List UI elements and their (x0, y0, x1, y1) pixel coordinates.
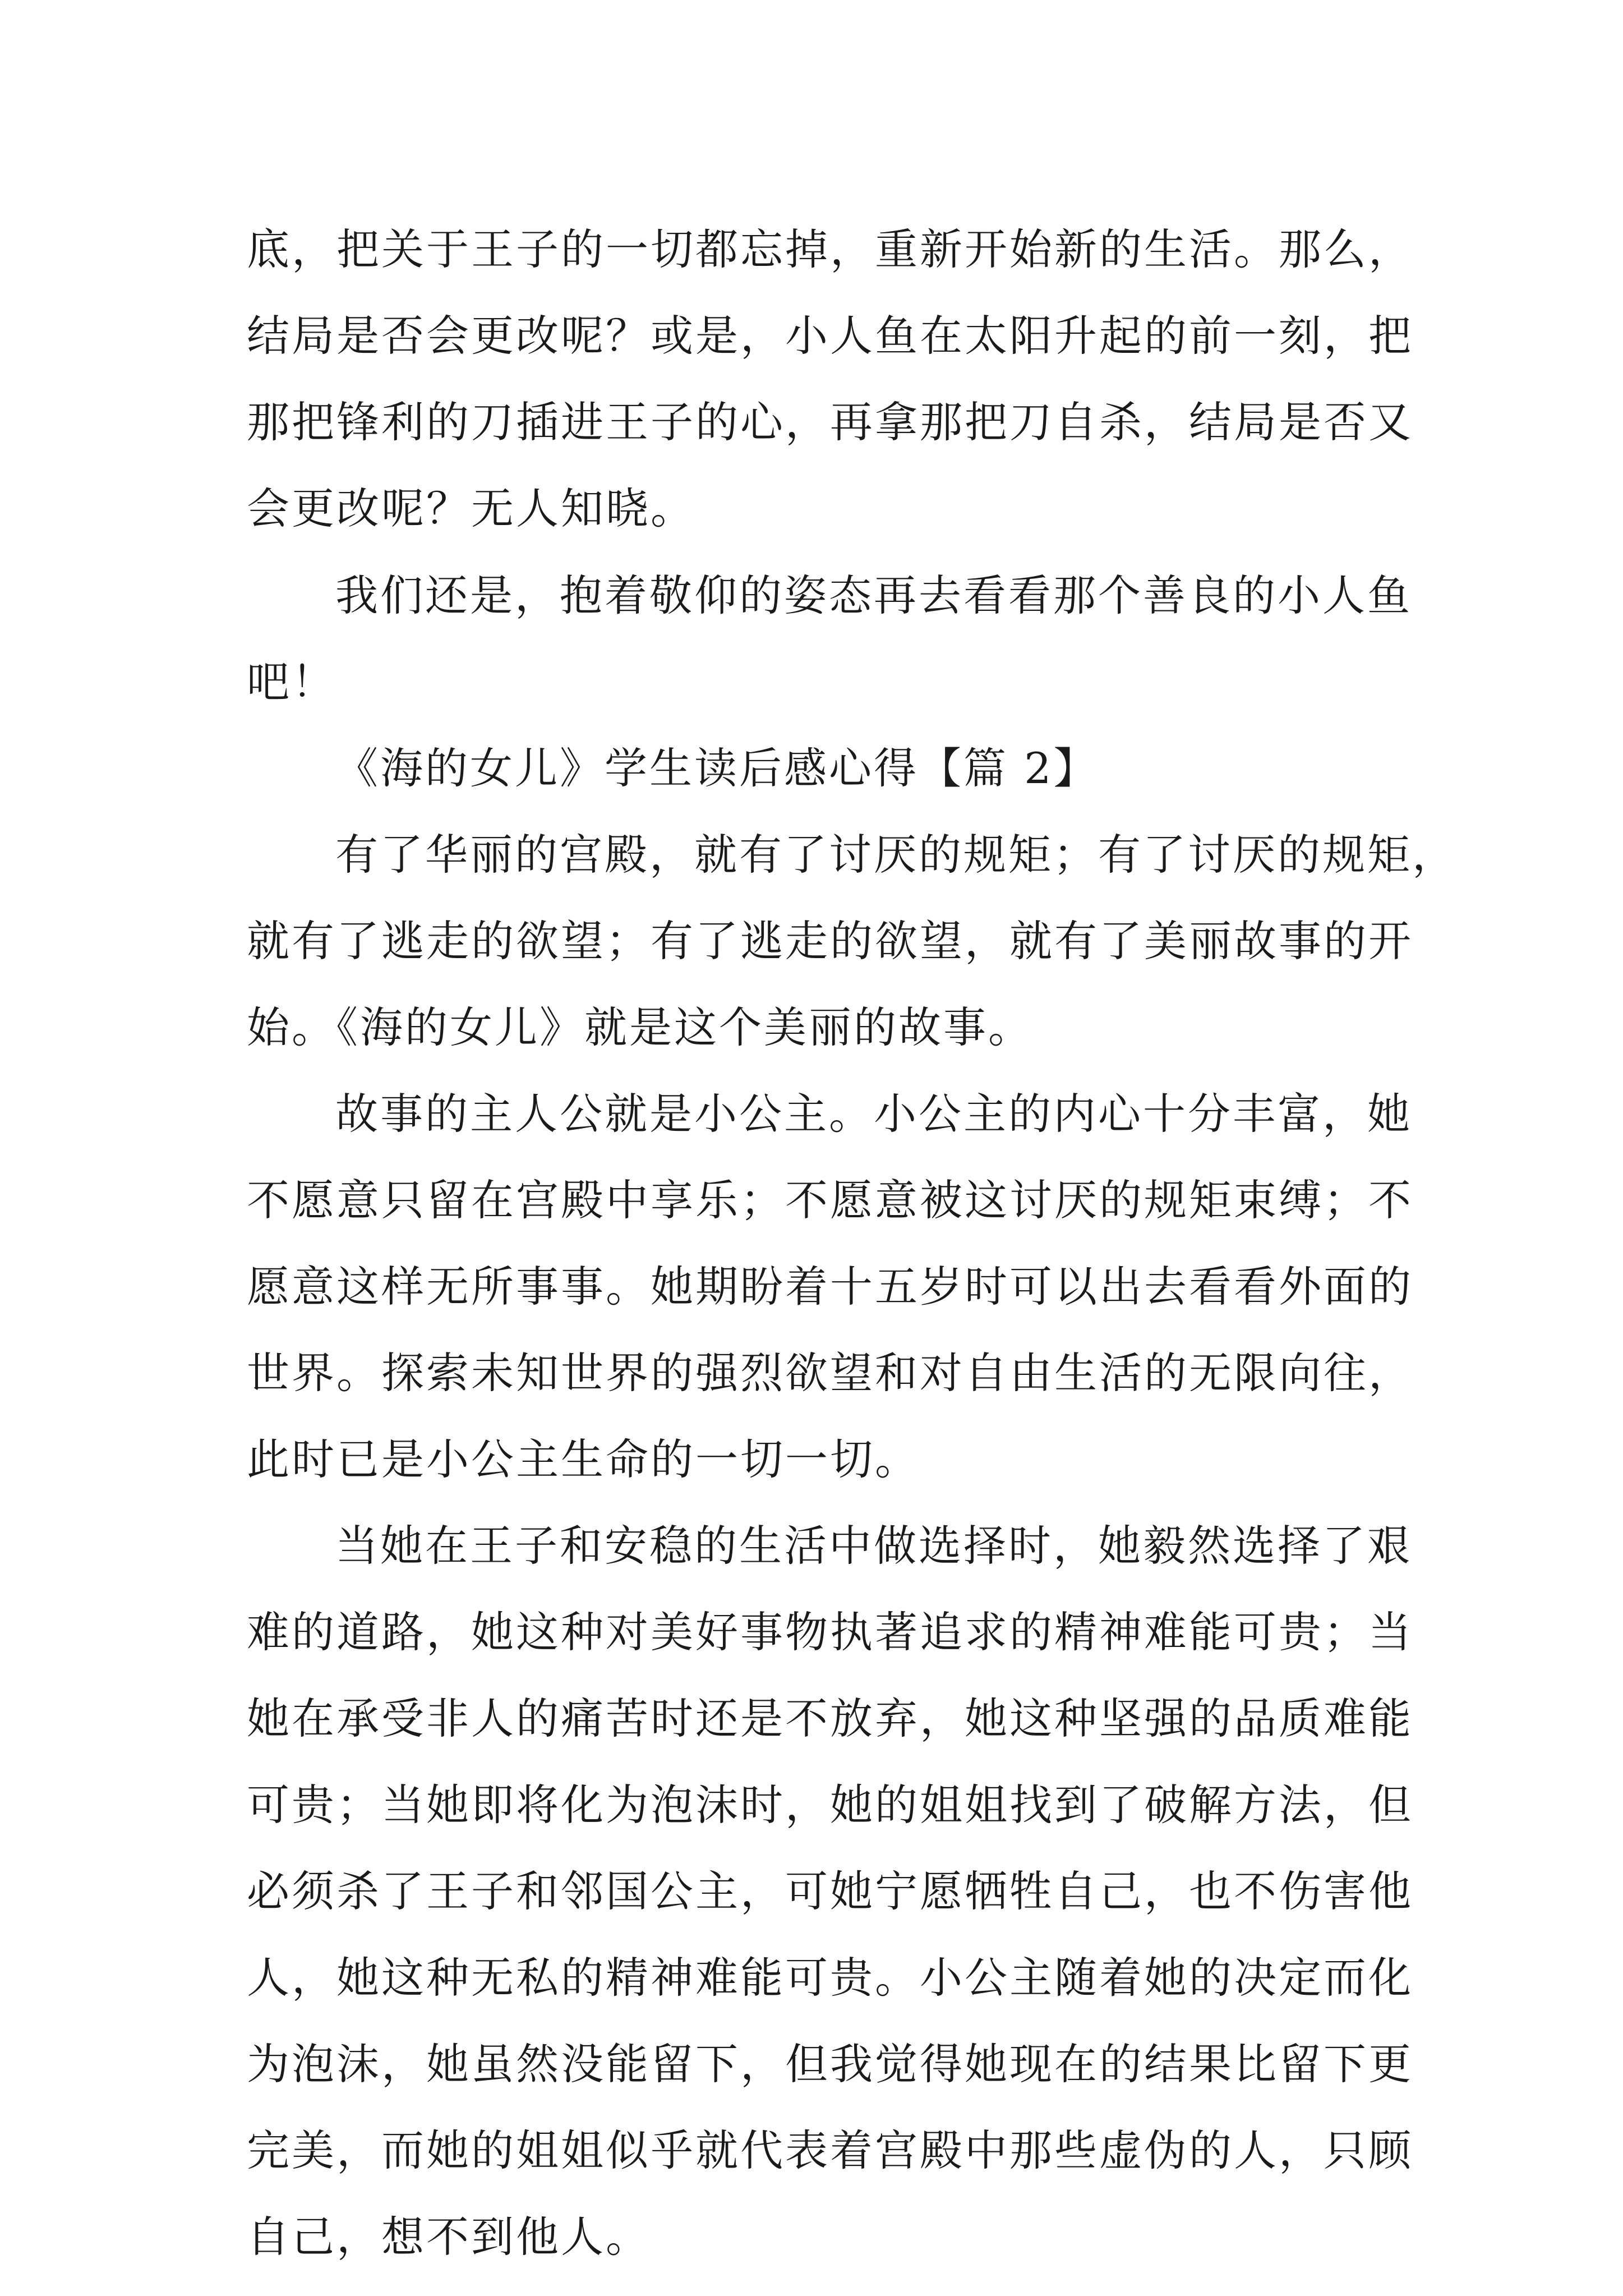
text-line: 世界。探索未知世界的强烈欲望和对自由生活的无限向往， (247, 1348, 1413, 1398)
text-line: 为泡沫，她虽然没能留下，但我觉得她现在的结果比留下更 (247, 2039, 1413, 2089)
text-line: 会更改呢？无人知晓。 (247, 484, 695, 533)
text-line: 当她在王子和安稳的生活中做选择时，她毅然选择了艰 (335, 1521, 1412, 1571)
section-heading: 《海的女儿》学生读后感心得【篇 2】 (335, 743, 1099, 793)
text-line: 故事的主人公就是小公主。小公主的内心十分丰富，她 (335, 1089, 1412, 1139)
text-line: 吧！ (247, 657, 336, 707)
text-line: 始。《海的女儿》就是这个美丽的故事。 (247, 1002, 1033, 1052)
text-line: 有了华丽的宫殿，就有了讨厌的规矩；有了讨厌的规矩， (335, 830, 1457, 880)
text-line: 不愿意只留在宫殿中享乐；不愿意被这讨厌的规矩束缚；不 (247, 1175, 1413, 1225)
text-line: 就有了逃走的欲望；有了逃走的欲望，就有了美丽故事的开 (247, 916, 1413, 966)
text-line: 底，把关于王子的一切都忘掉，重新开始新的生活。那么， (247, 224, 1413, 274)
text-line: 自己，想不到他人。 (247, 2212, 651, 2262)
text-line: 人，她这种无私的精神难能可贵。小公主随着她的决定而化 (247, 1953, 1413, 2003)
text-line: 可贵；当她即将化为泡沫时，她的姐姐找到了破解方法，但 (247, 1780, 1413, 1830)
text-line: 难的道路，她这种对美好事物执著追求的精神难能可贵；当 (247, 1607, 1413, 1657)
text-line: 她在承受非人的痛苦时还是不放弃，她这种坚强的品质难能 (247, 1694, 1413, 1743)
text-line: 必须杀了王子和邻国公主，可她宁愿牺牲自己，也不伤害他 (247, 1866, 1413, 1916)
text-line: 愿意这样无所事事。她期盼着十五岁时可以出去看看外面的 (247, 1262, 1413, 1312)
text-line: 那把锋利的刀插进王子的心，再拿那把刀自杀，结局是否又 (247, 397, 1413, 447)
text-line: 完美，而她的姐姐似乎就代表着宫殿中那些虚伪的人，只顾 (247, 2125, 1413, 2175)
text-line: 此时已是小公主生命的一切一切。 (247, 1434, 920, 1484)
text-line: 结局是否会更改呢？或是，小人鱼在太阳升起的前一刻，把 (247, 311, 1413, 361)
text-line: 我们还是，抱着敬仰的姿态再去看看那个善良的小人鱼 (335, 570, 1412, 620)
